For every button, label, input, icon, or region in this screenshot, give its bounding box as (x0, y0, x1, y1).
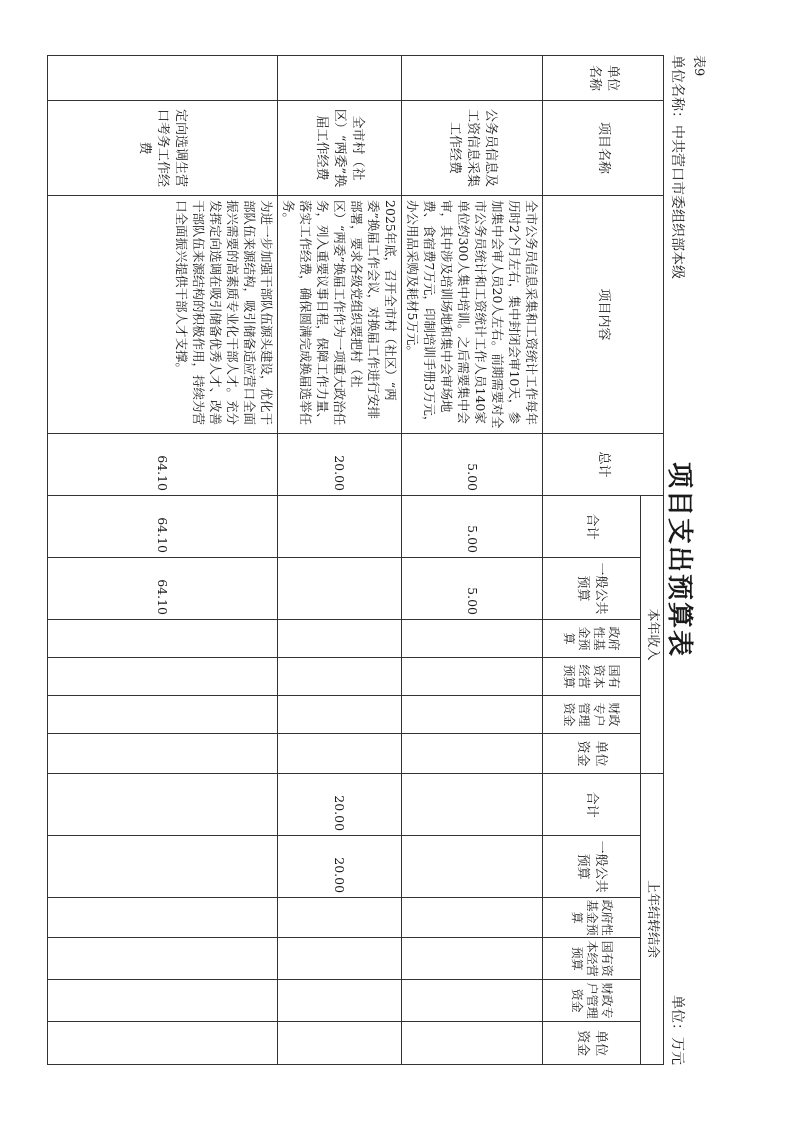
unit-name-label: 单位名称：中共营口市委组织部本级 (669, 55, 685, 279)
table-row (48, 56, 278, 1065)
cell-content: 全市公务员信息采集和工资统计工作每年历时2个月左右，集中封闭会审10天，参加集中会审人员20人左右。前期需要对全市公务员统计和工资统计工作人员140家单位约300人集中培训。之后需要集中会审，其中涉及培训场地和集中会审场地费、食宿费7万元，印制培训手册3万元，办公用品采购及耗材5万元。 (402, 196, 543, 434)
col-header-cy-special: 财政专户管理资金 (543, 696, 641, 734)
cell-name: 定向选调生营口考务工作经费 (48, 101, 278, 196)
cell-cy-state-capital (402, 658, 543, 696)
cell-total: 20.00 (278, 434, 402, 496)
cell-cy-unit (402, 734, 543, 774)
col-header-cy-general: 一般公共预算 (543, 558, 641, 620)
col-header-project-content: 项目内容 (543, 196, 664, 434)
cell-py-state-capital (48, 938, 278, 980)
currency-unit-label: 单位：万元 (669, 995, 685, 1065)
cell-cy-unit (48, 734, 278, 774)
col-header-total: 总计 (543, 434, 664, 496)
cell-py-special (48, 980, 278, 1022)
col-header-cy-gov-fund: 政府性基金预算 (543, 620, 641, 658)
cell-py-state-capital (278, 938, 402, 980)
cell-py-gov-fund (402, 898, 543, 938)
cell-cy-subtotal: 64.10 (48, 496, 278, 558)
col-header-current-year-income: 本年收入 (641, 496, 664, 774)
table-number: 表9 (691, 55, 706, 77)
col-header-py-subtotal: 合计 (543, 774, 641, 836)
cell-cy-special (48, 696, 278, 734)
col-header-cy-unit: 单位资金 (543, 734, 641, 774)
cell-py-subtotal (48, 774, 278, 836)
table-row (278, 56, 402, 1065)
cell-total: 5.00 (402, 434, 543, 496)
cell-cy-special (402, 696, 543, 734)
cell-content: 为进一步加强干部队伍源头建设，优化干部队伍来源结构，吸引储备适应营口全面振兴需要的高素质专业化干部人才。充分发挥定向选调在吸引储备优秀人才、改善干部队伍来源结构的积极作用，持续为营口全面振兴提供干部人才支撑。 (48, 196, 278, 434)
col-header-py-general: 一般公共预算 (543, 836, 641, 898)
budget-table (47, 55, 664, 1065)
cell-py-state-capital (402, 938, 543, 980)
cell-unit (402, 56, 543, 101)
cell-cy-unit (278, 734, 402, 774)
cell-py-subtotal: 20.00 (278, 774, 402, 836)
col-header-project-name: 项目名称 (543, 101, 664, 196)
cell-py-unit (278, 1022, 402, 1065)
col-header-py-unit: 单位资金 (543, 1022, 641, 1065)
page-title: 项目支出预算表 (664, 461, 694, 658)
cell-py-general (48, 836, 278, 898)
cell-cy-general: 64.10 (48, 558, 278, 620)
cell-cy-general (278, 558, 402, 620)
cell-content: 2025年底，召开全市村（社区）“两委”换届工作会议，对换届工作进行安排部署，要求各级党组织要把村（社区）“两委”换届工作作为一项重大政治任务，列入重要议事日程，保障工作力量、落实工作经费，确保圆满完成换届选举任务。 (278, 196, 402, 434)
cell-cy-subtotal: 5.00 (402, 496, 543, 558)
table-row (402, 56, 543, 1065)
col-header-unit: 单位名称 (543, 56, 664, 101)
cell-py-general (402, 836, 543, 898)
col-header-cy-subtotal: 合计 (543, 496, 641, 558)
col-header-py-state-capital: 国有资本经营预算 (543, 938, 641, 980)
cell-cy-subtotal (278, 496, 402, 558)
cell-unit (48, 56, 278, 101)
cell-py-gov-fund (278, 898, 402, 938)
col-header-py-special: 财政专户管理资金 (543, 980, 641, 1022)
cell-cy-gov-fund (48, 620, 278, 658)
cell-cy-special (278, 696, 402, 734)
cell-py-general: 20.00 (278, 836, 402, 898)
col-header-cy-state-capital: 国有资本经营预算 (543, 658, 641, 696)
cell-py-special (278, 980, 402, 1022)
cell-py-gov-fund (48, 898, 278, 938)
cell-cy-gov-fund (278, 620, 402, 658)
cell-cy-state-capital (48, 658, 278, 696)
rotated-page (60, 55, 710, 1065)
cell-py-subtotal (402, 774, 543, 836)
col-header-prior-year-carryover: 上年结转结余 (641, 774, 664, 1065)
cell-py-special (402, 980, 543, 1022)
col-header-py-gov-fund: 政府性基金预算 (543, 898, 641, 938)
cell-total: 64.10 (48, 434, 278, 496)
cell-cy-general: 5.00 (402, 558, 543, 620)
cell-cy-state-capital (278, 658, 402, 696)
cell-name: 公务员信息及工资信息采集工作经费 (402, 101, 543, 196)
cell-name: 全市村（社区）“两委”换届工作经费 (278, 101, 402, 196)
cell-py-unit (402, 1022, 543, 1065)
cell-cy-gov-fund (402, 620, 543, 658)
cell-py-unit (48, 1022, 278, 1065)
cell-unit (278, 56, 402, 101)
